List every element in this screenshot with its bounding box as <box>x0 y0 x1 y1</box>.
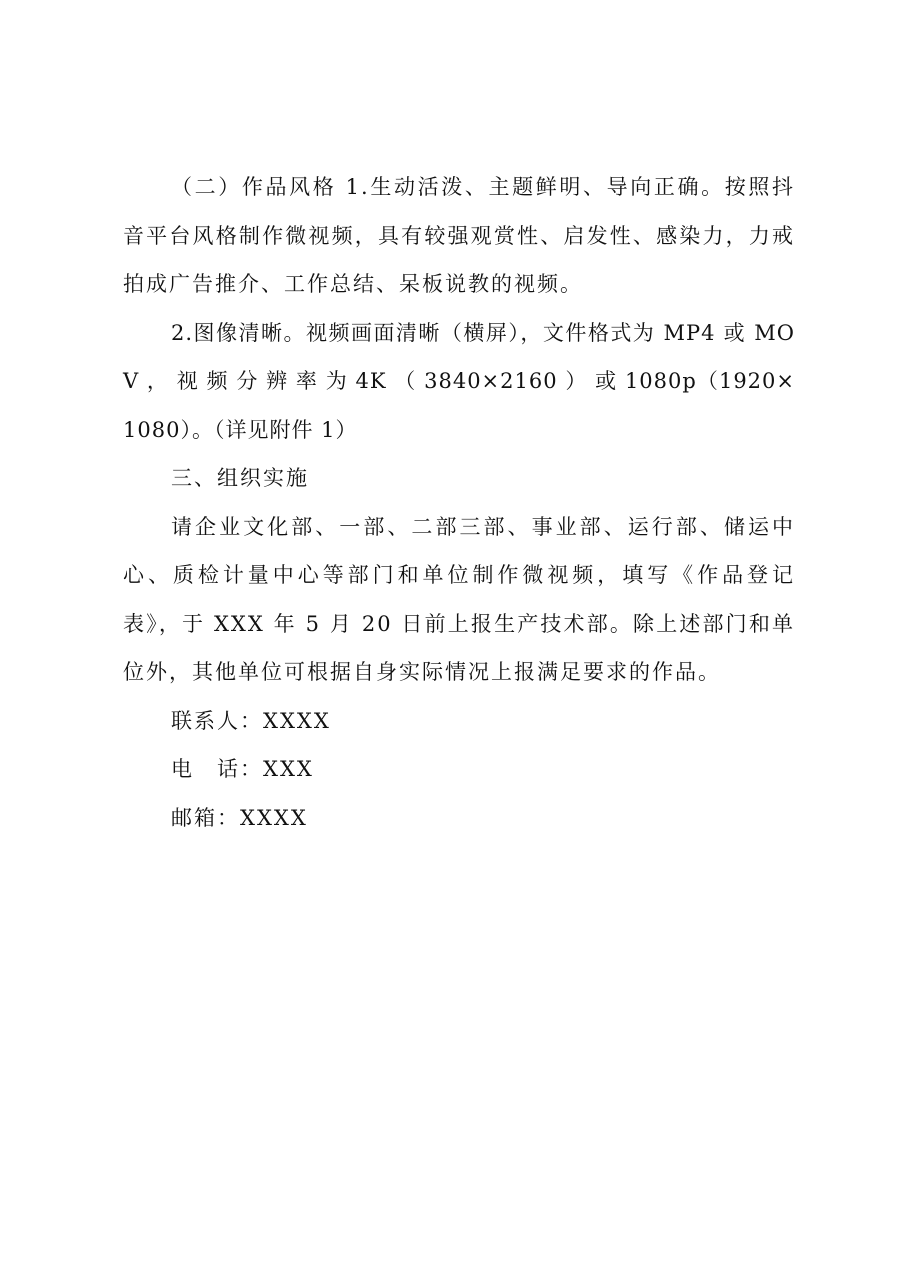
paragraph-implementation: 请企业文化部、一部、二部三部、事业部、运行部、储运中心、质检计量中心等部门和单位制作微视频，填写《作品登记表》，于 XXX 年 5 月 20 日前上报生产技术部。除上述部门和单位外，其他单位可根据自身实际情况上报满足要求的作品。 <box>123 514 795 684</box>
contact-person: 联系人：XXXX <box>171 708 331 733</box>
contact-email: 邮箱：XXXX <box>171 805 308 830</box>
contact-phone: 电 话：XXX <box>171 757 314 781</box>
document-body <box>123 163 795 842</box>
section-heading-organization: 三、组织实施 <box>171 466 309 490</box>
paragraph-image-clarity: 2.图像清晰。视频画面清晰（横屏），文件格式为 MP4 或 MOV ， 视 频 分 辨 率 为 4K （ 3840×2160 ） 或 1080p（1920×1080）。（详见附件 1） <box>123 320 795 442</box>
paragraph-work-style: （二）作品风格 1.生动活泼、主题鲜明、导向正确。按照抖音平台风格制作微视频，具有较强观赏性、启发性、感染力，力戒拍成广告推介、工作总结、呆板说教的视频。 <box>123 175 795 296</box>
